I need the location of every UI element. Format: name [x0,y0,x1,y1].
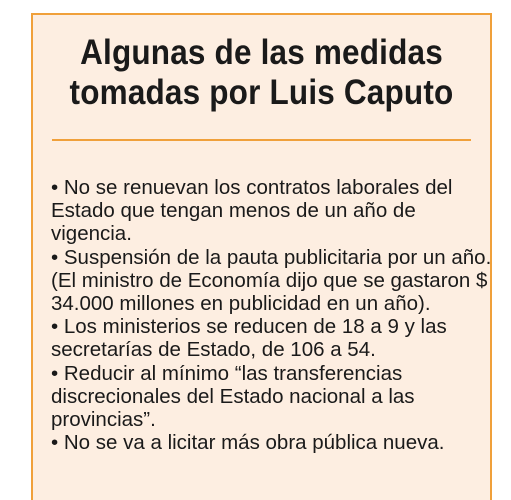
info-box [31,13,492,500]
divider [52,139,471,141]
title-line-1: Algunas de las medidas [80,33,443,72]
list-item: • Los ministerios se reducen de 18 a 9 y las secretarías de Estado, de 106 a 54. [51,315,447,362]
box-title [56,15,467,113]
title-line-2: tomadas por Luis Caputo [69,73,454,112]
list-item: • No se renuevan los contratos laborales del Estado que tengan menos de un año de vigencia. [51,176,453,246]
measures-list [51,176,501,454]
list-item: • Reducir al mínimo “las transferencias discrecionales del Estado nacional a las provincias”. [51,361,415,432]
list-item: • Suspensión de la pauta publicitaria por un año. (El ministro de Economía dijo que se gastaron $ 34.000 millones en publicidad en un año). [51,245,492,316]
list-item: • No se va a licitar más obra pública nueva. [51,431,445,455]
